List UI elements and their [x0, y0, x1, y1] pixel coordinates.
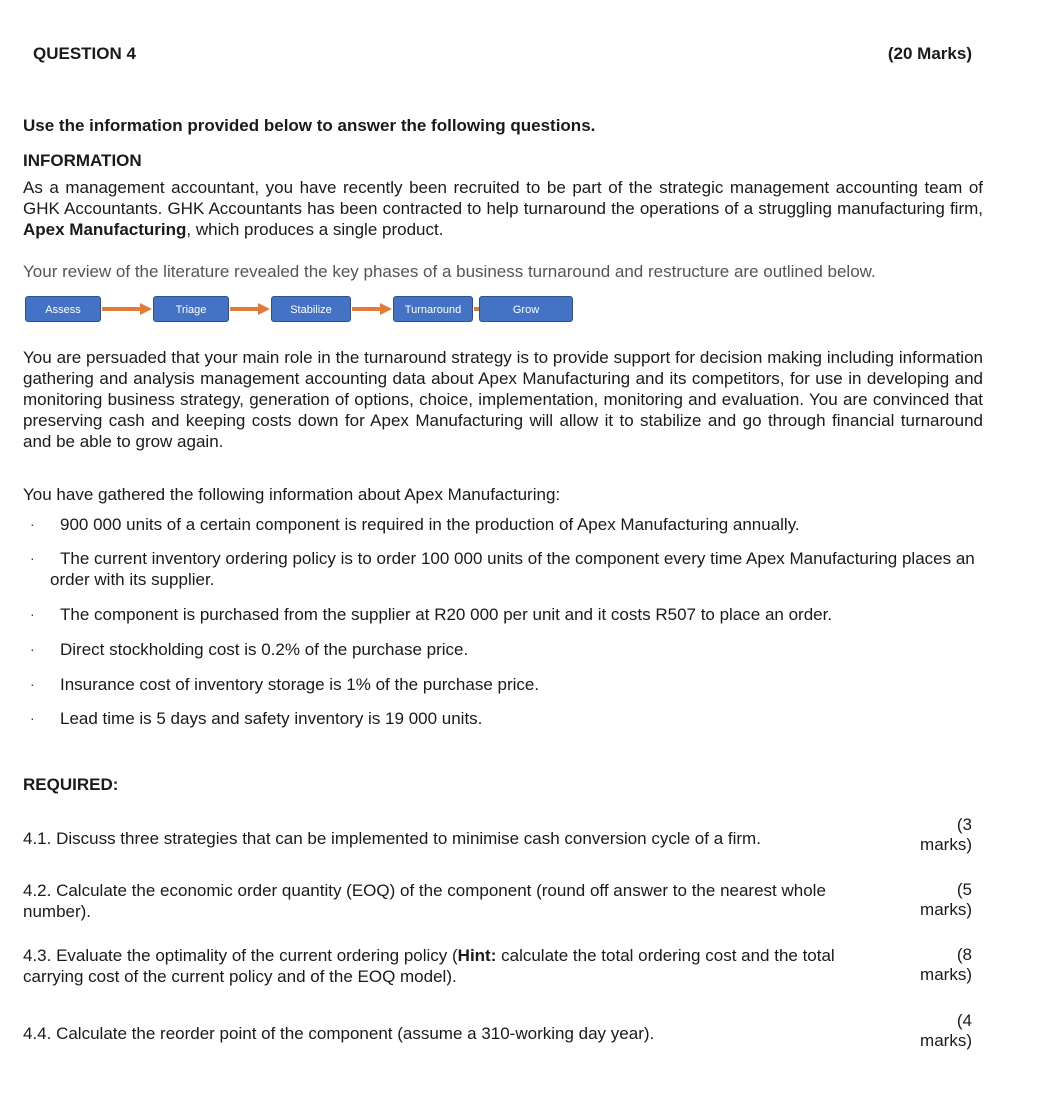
bullet-marker: ·	[30, 676, 35, 692]
arrow-icon	[230, 303, 270, 315]
bullet-marker: ·	[30, 641, 35, 657]
bullet-item: The current inventory ordering policy is to order 100 000 units of the component every time Apex Manufacturing places an order with its supplier.	[50, 549, 975, 589]
question-4-1: 4.1. Discuss three strategies that can be implemented to minimise cash conversion cycle of a firm.	[23, 829, 761, 848]
phase-triage: Triage	[153, 296, 229, 322]
arrow-icon	[352, 303, 392, 315]
marks-4-3: (8 marks)	[920, 945, 972, 984]
question-4-3: 4.3. Evaluate the optimality of the current ordering policy (Hint: calculate the total ordering cost and the total carrying cost of the current policy and of the EOQ model).	[23, 946, 835, 986]
information-paragraph-2: Your review of the literature revealed the key phases of a business turnaround and restructure are outlined below.	[23, 262, 876, 281]
bullet-marker: ·	[30, 606, 35, 622]
phase-assess: Assess	[25, 296, 101, 322]
turnaround-phases-diagram	[25, 294, 585, 326]
bullet-item: 900 000 units of a certain component is required in the production of Apex Manufacturing annually.	[60, 515, 800, 534]
total-marks: (20 Marks)	[887, 44, 972, 63]
hint-label: Hint:	[457, 946, 497, 965]
company-name: Apex Manufacturing	[23, 220, 187, 239]
bullet-marker: ·	[30, 516, 35, 532]
phase-turnaround: Turnaround	[393, 296, 473, 322]
bullet-marker: ·	[30, 710, 35, 726]
question-4-4: 4.4. Calculate the reorder point of the component (assume a 310-working day year).	[23, 1024, 655, 1043]
question-4-2: 4.2. Calculate the economic order quantity (EOQ) of the component (round off answer to the nearest whole number).	[23, 881, 826, 921]
marks-4-4: (4 marks)	[920, 1011, 972, 1050]
information-paragraph-4: You have gathered the following information about Apex Manufacturing:	[23, 485, 561, 504]
bullet-marker: ·	[30, 550, 35, 566]
information-paragraph-3: You are persuaded that your main role in the turnaround strategy is to provide support for decision making including information gathering and analysis management accounting data about Apex Manufacturing and its competitors, for use in developing and monitoring business strategy, generation of options, choice, implementation, monitoring and evaluation. You are convinced that preserving cash and keeping costs down for Apex Manufacturing will allow it to stabilize and go through financial turnaround and be able to grow again.	[23, 348, 983, 451]
instruction-text: Use the information provided below to answer the following questions.	[23, 116, 596, 135]
marks-4-2: (5 marks)	[920, 880, 972, 919]
para1-text-a: As a management accountant, you have recently been recruited to be part of the strategic management accounting team of GHK Accountants. GHK Accountants has been contracted to help turnaround the operations of a struggling manufacturing firm,	[23, 178, 983, 218]
information-heading: INFORMATION	[23, 151, 142, 170]
arrow-icon	[102, 303, 152, 315]
information-paragraph-1	[23, 177, 983, 240]
bullet-item: The component is purchased from the supplier at R20 000 per unit and it costs R507 to place an order.	[60, 605, 833, 624]
phase-stabilize: Stabilize	[271, 296, 351, 322]
marks-4-1: (3 marks)	[920, 815, 972, 854]
phase-grow: Grow	[479, 296, 573, 322]
question-title: QUESTION 4	[33, 44, 136, 63]
required-heading: REQUIRED:	[23, 775, 119, 794]
bullet-item: Lead time is 5 days and safety inventory is 19 000 units.	[60, 709, 483, 728]
bullet-item: Direct stockholding cost is 0.2% of the purchase price.	[60, 640, 469, 659]
para1-text-b: , which produces a single product.	[186, 220, 444, 239]
bullet-item: Insurance cost of inventory storage is 1% of the purchase price.	[60, 675, 540, 694]
